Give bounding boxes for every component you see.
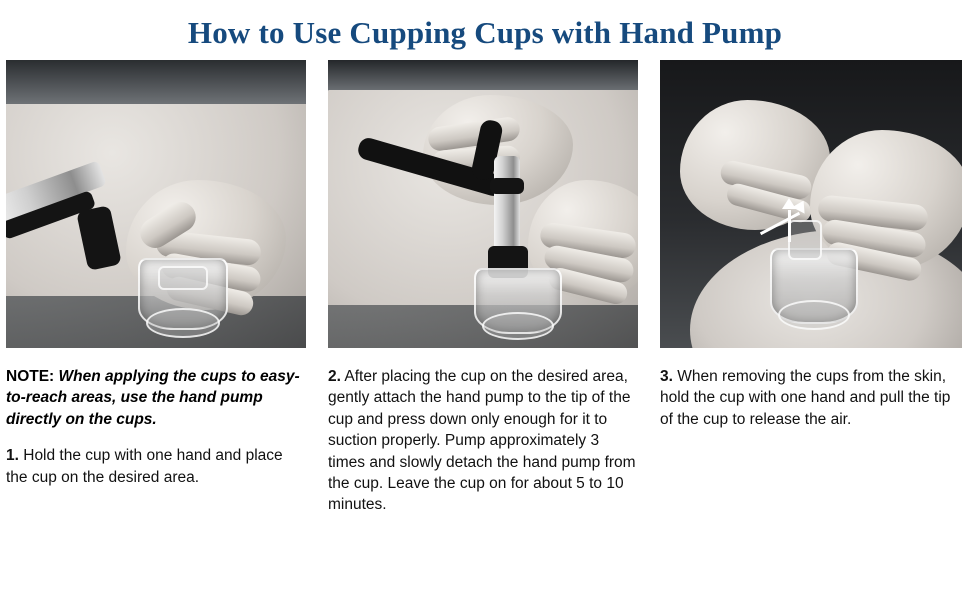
- step-1-image: [6, 60, 306, 348]
- photo-background-top: [6, 60, 306, 104]
- note-text: When applying the cups to easy-to-reach areas, use the hand pump directly on the cups.: [6, 368, 300, 428]
- step-1-note: [6, 366, 306, 430]
- step-2-text: After placing the cup on the desired area, gently attach the hand pump to the tip of the cup and press down only enough for it to suction properly. Pump approximately 3 times and slowly detach the hand pump from the cup. Leave the cup on for about 5 to 10 minutes.: [328, 368, 636, 514]
- step-2-image: [328, 60, 638, 348]
- page-title: How to Use Cupping Cups with Hand Pump: [187, 15, 783, 50]
- step-3-number: 3.: [660, 368, 673, 386]
- pump-collar: [490, 178, 524, 194]
- step-3-caption: [660, 366, 962, 430]
- step-3-text: When removing the cups from the skin, hold the cup with one hand and pull the tip of the cup to release the air.: [660, 368, 951, 428]
- step-2-caption: [328, 366, 638, 516]
- cup-valve-tip: [788, 220, 822, 260]
- cup-rim: [146, 308, 220, 338]
- step-column-1: [6, 60, 306, 516]
- step-column-2: [328, 60, 638, 516]
- step-1-caption: [6, 445, 306, 488]
- step-column-3: [660, 60, 962, 516]
- step-3-image: [660, 60, 962, 348]
- cup-rim: [482, 312, 554, 340]
- photo-background-top: [328, 60, 638, 90]
- steps-container: [0, 60, 970, 516]
- step-2-number: 2.: [328, 368, 341, 386]
- cup-rim: [778, 300, 850, 330]
- step-1-number: 1.: [6, 447, 19, 465]
- step-1-text: Hold the cup with one hand and place the cup on the desired area.: [6, 447, 283, 486]
- cup-valve-tip: [158, 266, 208, 290]
- release-arrow-head-2: [782, 198, 796, 209]
- note-label: NOTE:: [6, 368, 55, 386]
- release-arrow-line-2: [788, 210, 791, 242]
